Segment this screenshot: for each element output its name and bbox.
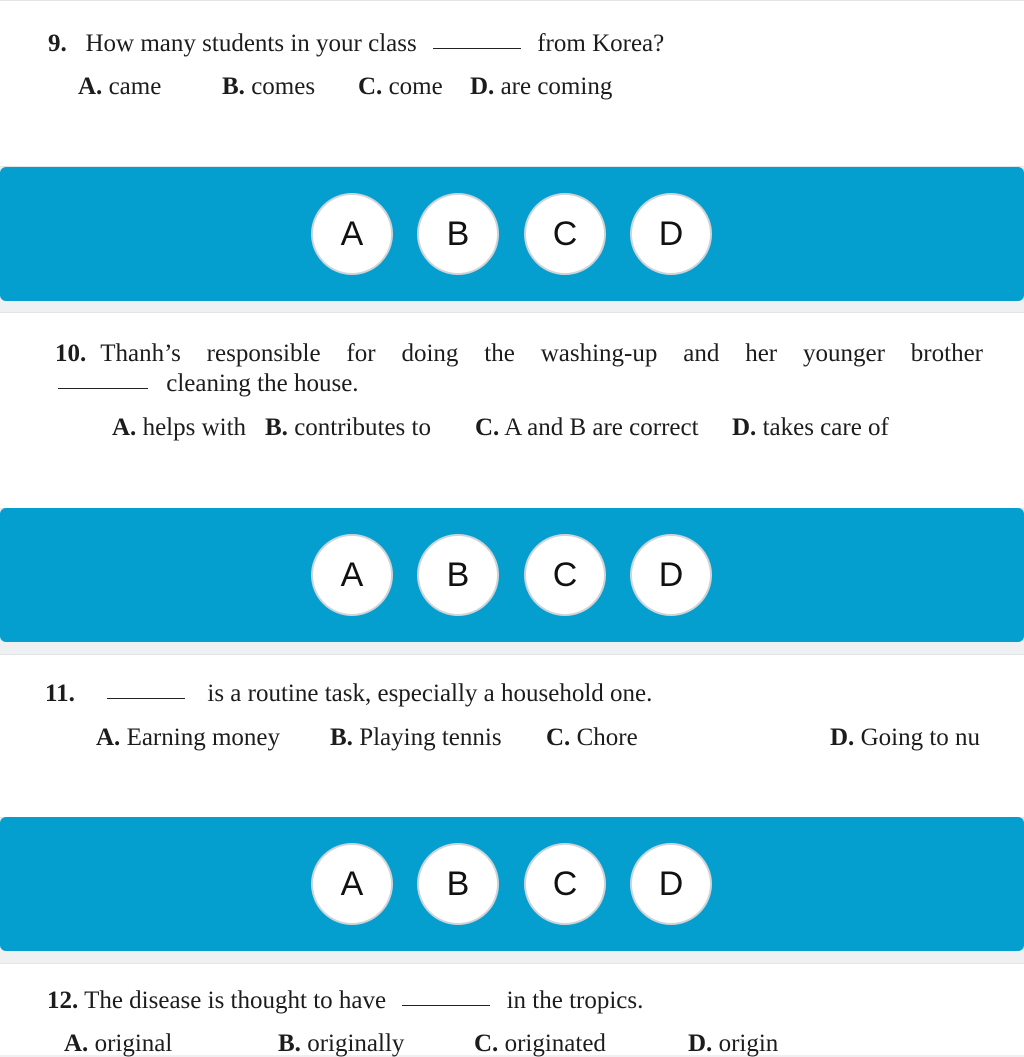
question-stem-before: How many students in your class (85, 30, 417, 57)
answer-bar-11 (0, 817, 1024, 951)
answer-blank (402, 1005, 490, 1006)
answer-blank (107, 698, 185, 699)
answer-button-c[interactable]: C (524, 534, 606, 616)
answer-bar-10 (0, 508, 1024, 642)
option-b: B. contributes to (265, 414, 431, 441)
option-d: D. takes care of (732, 414, 889, 441)
question-card-10 (0, 312, 1024, 509)
option-b: B. comes (222, 73, 316, 100)
option-d: D. are coming (470, 73, 613, 100)
question-number: 9. (48, 30, 67, 57)
question-10-line-2 (58, 371, 359, 396)
question-stem-after: from Korea? (537, 30, 665, 57)
question-11-text (45, 681, 652, 706)
answer-button-a[interactable]: A (311, 843, 393, 925)
option-c: C. A and B are correct (475, 414, 699, 441)
answer-button-c[interactable]: C (524, 843, 606, 925)
answer-blank (433, 48, 521, 49)
question-card-9 (0, 0, 1024, 167)
question-10-line-1 (55, 341, 983, 366)
option-a: A. helps with (112, 414, 247, 441)
option-a: A. came (78, 73, 162, 100)
answer-button-b[interactable]: B (417, 843, 499, 925)
answer-button-d[interactable]: D (630, 843, 712, 925)
answer-button-d[interactable]: D (630, 193, 712, 275)
answer-button-b[interactable]: B (417, 193, 499, 275)
question-number: 10. (55, 340, 87, 367)
question-12-text (47, 988, 643, 1013)
option-b: B. Playing tennis (330, 724, 502, 751)
question-card-12 (0, 963, 1024, 1055)
question-number: 12. (47, 987, 79, 1014)
question-stem-after: is a routine task, especially a household one. (207, 680, 653, 707)
option-d: D. Going to nu (830, 724, 981, 751)
option-d: D. origin (688, 1030, 779, 1057)
option-c: C. Chore (546, 724, 638, 751)
question-stem-after: in the tropics. (506, 987, 644, 1014)
answer-button-c[interactable]: C (524, 193, 606, 275)
answer-bar-9 (0, 167, 1024, 301)
option-a: A. Earning money (96, 724, 280, 751)
answer-button-d[interactable]: D (630, 534, 712, 616)
option-a: A. original (64, 1030, 173, 1057)
question-card-11 (0, 654, 1024, 818)
option-c: C. originated (474, 1030, 606, 1057)
question-number: 11. (45, 680, 75, 707)
question-stem-before: The disease is thought to have (84, 987, 387, 1014)
option-c: C. come (358, 73, 443, 100)
answer-button-a[interactable]: A (311, 534, 393, 616)
answer-button-a[interactable]: A (311, 193, 393, 275)
answer-button-b[interactable]: B (417, 534, 499, 616)
question-9-text (48, 31, 664, 56)
option-b: B. originally (278, 1030, 405, 1057)
question-stem-line-2: cleaning the house. (166, 370, 359, 397)
question-stem-line-1: Thanh’s responsible for doing the washing-up and her younger brother (100, 340, 983, 367)
answer-blank (58, 388, 148, 389)
